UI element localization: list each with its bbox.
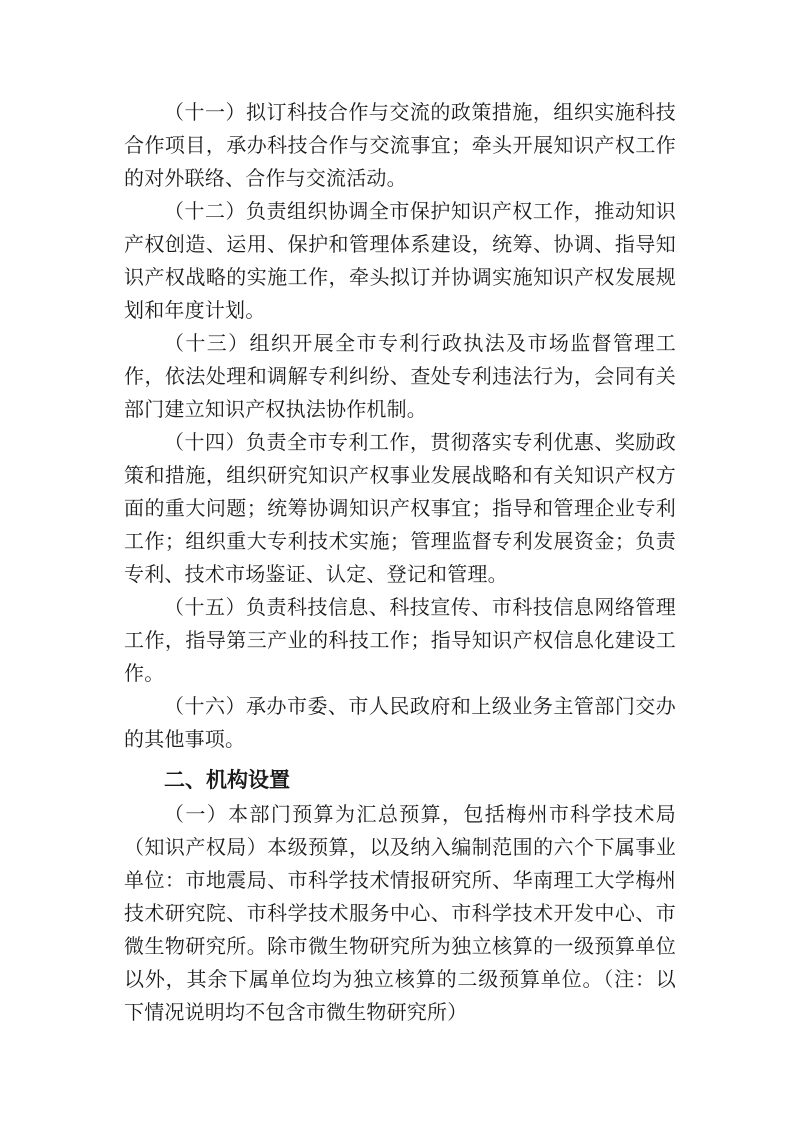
paragraph-org-setup-1: （一）本部门预算为汇总预算，包括梅州市科学技术局（知识产权局）本级预算，以及纳入编制范围的六个下属事业单位：市地震局、市科学技术情报研究所、华南理工大学梅州技术研究院、市科学技术服务中心、市科学技术开发中心、市微生物研究所。除市微生物研究所为独立核算的一级预算单位以外，其余下属单位均为独立核算的二级预算单位。（注：以下情况说明均不包含市微生物研究所）: [124, 802, 676, 1024]
section-heading: 二、机构设置: [164, 768, 290, 792]
paragraph-item-11: （十一）拟订科技合作与交流的政策措施，组织实施科技合作项目，承办科技合作与交流事宜；牵头开展知识产权工作的对外联络、合作与交流活动。: [124, 100, 676, 190]
paragraph-item-15: （十五）负责科技信息、科技宣传、市科技信息网络管理工作，指导第三产业的科技工作；指导知识产权信息化建设工作。: [124, 595, 676, 685]
paragraph-item-13: （十三）组织开展全市专利行政执法及市场监督管理工作，依法处理和调解专利纠纷、查处专利违法行为，会同有关部门建立知识产权执法协作机制。: [124, 331, 676, 421]
document-body: [124, 96, 676, 1029]
paragraph-item-16: （十六）承办市委、市人民政府和上级业务主管部门交办的其他事项。: [124, 694, 676, 751]
paragraph-item-14: （十四）负责全市专利工作，贯彻落实专利优惠、奖励政策和措施，组织研究知识产权事业发展战略和有关知识产权方面的重大问题；统筹协调知识产权事宜；指导和管理企业专利工作；组织重大专利技术实施；管理监督专利发展资金；负责专利、技术市场鉴证、认定、登记和管理。: [124, 430, 676, 586]
paragraph-item-12: （十二）负责组织协调全市保护知识产权工作，推动知识产权创造、运用、保护和管理体系建设，统筹、协调、指导知识产权战略的实施工作，牵头拟订并协调实施知识产权发展规划和年度计划。: [124, 199, 676, 322]
